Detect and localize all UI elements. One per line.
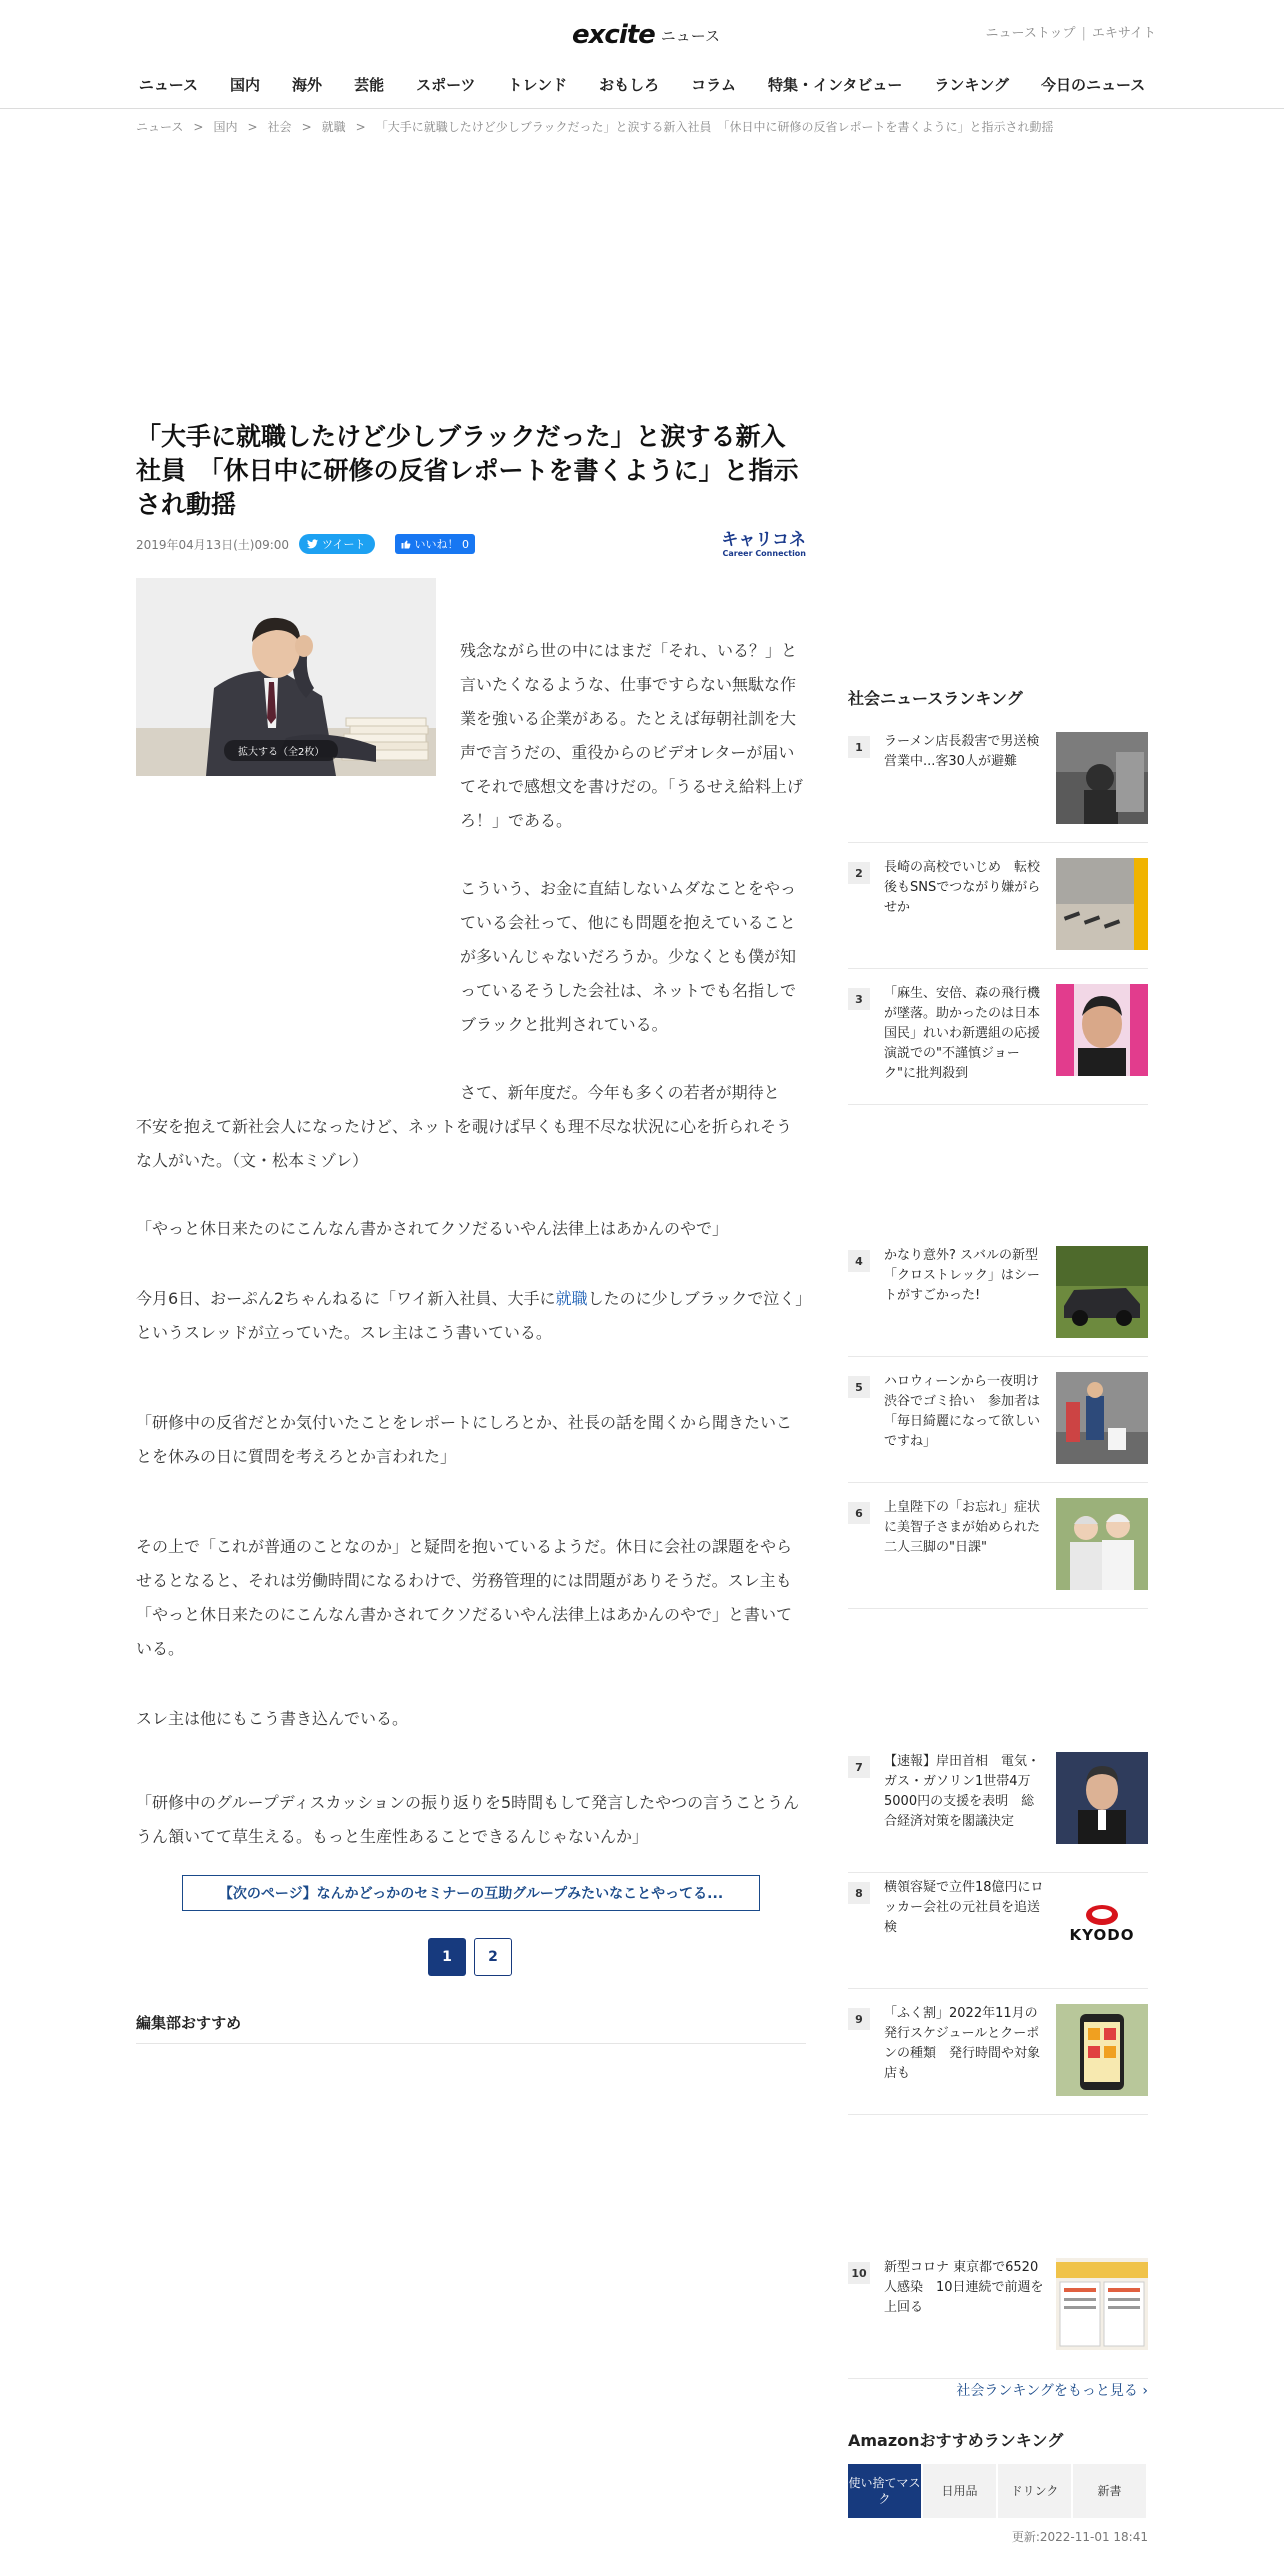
breadcrumb: ニュース > 国内 > 社会 > 就職 > 「大手に就職したけど少しブラックだった」と涙する新入社員 「休日中に研修の反省レポートを書くように」と指示され動揺	[136, 120, 1054, 134]
nav-feature[interactable]: 特集・インタビュー	[768, 76, 903, 94]
rank-number: 2	[848, 862, 870, 884]
rank-headline: 新型コロナ 東京都で6520人感染 10日連続で前週を上回る	[884, 2260, 1044, 2315]
photo-expand-caption[interactable]: 拡大する（全2枚）	[224, 740, 338, 761]
amazon-ranking-title: Amazonおすすめランキング	[848, 2431, 1064, 2450]
rank-headline: 「ふく割」2022年11月の発行スケジュールとクーポンの種類 発行時間や対象店も	[884, 2006, 1041, 2081]
article-date: 2019年04月13日(土)09:00	[136, 537, 290, 552]
logo-sub-label: ニュース	[660, 27, 721, 45]
kyodo-logo-text: KYODO	[1069, 1926, 1135, 1944]
tweet-button[interactable]	[299, 534, 375, 554]
rank-number: 4	[848, 1250, 870, 1272]
amazon-updated-time: 更新:2022-11-01 18:41	[1011, 2530, 1148, 2544]
ranking-thumbnail-1	[1056, 732, 1148, 824]
ranking-item-10[interactable]	[848, 2258, 1148, 2379]
source-sub: Career Connection	[722, 549, 806, 558]
excite-logo-text: excite	[572, 20, 655, 50]
ranking-item-8[interactable]	[848, 1878, 1148, 1989]
nav-today[interactable]: 今日のニュース	[1040, 76, 1146, 94]
nav-trend[interactable]: トレンド	[507, 76, 568, 94]
breadcrumb-news[interactable]: ニュース	[136, 120, 184, 134]
paragraph-7: その上で「これが普通のことなのか」と疑問を抱いているようだ。休日に会社の課題をやらせるとなると、それは労働時間になるわけで、労務管理的には問題がありそうだ。スレ主も「やっと休日来たのにこんなん書かされてクソだるいやん法律上はあかんのやで」と書いている。	[136, 1537, 793, 1658]
chevron-right-icon: ›	[1142, 2383, 1148, 2399]
rank-number: 9	[848, 2008, 870, 2030]
paragraph-5: 今月6日、おーぷん2ちゃんねるに「ワイ新入社員、大手に就職したのに少しブラックで泣く」というスレッドが立っていた。スレ主はこう書いている。	[136, 1289, 804, 1342]
excite-news-logo[interactable]	[572, 14, 720, 50]
rank-headline: 長崎の高校でいじめ 転校後もSNSでつながり嫌がらせか	[884, 860, 1041, 915]
page-2-button[interactable]: 2	[474, 1938, 512, 1976]
ranking-thumbnail-3	[1056, 984, 1148, 1076]
ranking-thumbnail-2	[1056, 858, 1148, 950]
nav-news[interactable]: ニュース	[138, 76, 199, 94]
rank-headline: ラーメン店長殺害で男送検 営業中...客30人が避難	[884, 734, 1053, 769]
rank-number: 10	[848, 2262, 870, 2284]
ranking-item-4[interactable]	[848, 1246, 1148, 1357]
rank-headline: 横領容疑で立件18億円にロッカー会社の元社員を追送検	[884, 1880, 1044, 1935]
twitter-bird-icon	[307, 539, 318, 549]
rank-headline: 「麻生、安倍、森の飛行機が墜落。助かったのは日本国民」れいわ新選組の応援演説での"不謹慎ジョーク"に批判殺到	[884, 986, 1041, 1081]
tab-daily-goods[interactable]: 日用品	[923, 2464, 996, 2518]
breadcrumb-society[interactable]: 社会	[267, 120, 292, 134]
pagination	[428, 1938, 512, 1976]
article-meta	[136, 532, 806, 556]
ranking-thumbnail-10	[1056, 2258, 1148, 2350]
amazon-category-tabs	[848, 2464, 1148, 2518]
page-1-button[interactable]: 1	[428, 1938, 466, 1976]
next-page-link[interactable]: 【次のページ】なんかどっかのセミナーの互助グループみたいなことやってる...	[182, 1875, 760, 1911]
ranking-item-3[interactable]	[848, 984, 1148, 1105]
like-label: いいね！ 0	[414, 538, 469, 551]
facebook-like-button[interactable]	[395, 534, 475, 554]
nav-ranking[interactable]: ランキング	[934, 76, 1009, 94]
paragraph-3-lead: さて、新年度だ。今年も多くの若者が期待と	[460, 1083, 780, 1102]
article-title: 「大手に就職したけど少しブラックだった」と涙する新入社員 「休日中に研修の反省レポートを書くように」と指示され動揺	[136, 422, 799, 519]
rank-number: 3	[848, 988, 870, 1010]
nav-entertainment[interactable]: 芸能	[354, 76, 385, 94]
careerconnection-logo[interactable]	[710, 530, 806, 558]
ranking-thumbnail-8	[1056, 1878, 1148, 1970]
paragraph-9-quote: 「研修中のグループディスカッションの振り返りを5時間もして発言したやつの言うことうんうん頷いてて草生える。もっと生産性あることできるんじゃないんか」	[136, 1793, 800, 1846]
thumbs-up-icon	[401, 539, 411, 549]
ranking-item-9[interactable]	[848, 2004, 1148, 2115]
news-top-link[interactable]: ニューストップ	[985, 26, 1076, 41]
kyodo-logo-icon	[1084, 1904, 1120, 1926]
tab-new-books[interactable]: 新書	[1073, 2464, 1146, 2518]
more-ranking-link[interactable]: 社会ランキングをもっと見る ›	[956, 2383, 1148, 2399]
tab-disposable-mask[interactable]: 使い捨てマスク	[848, 2464, 921, 2518]
ranking-thumbnail-7	[1056, 1752, 1148, 1844]
nav-funny[interactable]: おもしろ	[599, 76, 660, 94]
ranking-item-5[interactable]	[848, 1372, 1148, 1483]
nav-sports[interactable]: スポーツ	[416, 76, 476, 94]
paragraph-4-quote: 「やっと休日来たのにこんなん書かされてクソだるいやん法律上はあかんのやで」	[136, 1219, 729, 1238]
nav-domestic[interactable]: 国内	[230, 76, 261, 94]
article	[136, 420, 806, 2032]
paragraph-8: スレ主は他にもこう書き込んでいる。	[136, 1709, 409, 1728]
utility-links: ニューストップ | エキサイト	[985, 26, 1156, 41]
rank-number: 1	[848, 736, 870, 758]
ranking-title: 社会ニュースランキング	[848, 689, 1023, 708]
ranking-thumbnail-9	[1056, 2004, 1148, 2096]
article-photo[interactable]	[136, 578, 436, 776]
breadcrumb-domestic[interactable]: 国内	[213, 120, 238, 134]
ranking-item-7[interactable]	[848, 1752, 1148, 1873]
paragraph-6-quote: 「研修中の反省だとか気付いたことをレポートにしろとか、社長の話を聞くから聞きたいことを休みの日に質問を考えろとか言われた」	[136, 1413, 793, 1466]
keyword-link-shushoku[interactable]: 就職	[555, 1289, 588, 1308]
excite-link[interactable]: エキサイト	[1091, 26, 1156, 41]
site-header	[0, 0, 1284, 109]
paragraph-3: 不安を抱えて新社会人になったけど、ネットを覗けば早くも理不尽な状況に心を折られそうな人がいた。（文・松本ミゾレ）	[136, 1117, 793, 1170]
breadcrumb-employment[interactable]: 就職	[321, 120, 346, 134]
rank-number: 8	[848, 1882, 870, 1904]
paragraph-1: 残念ながら世の中にはまだ「それ、いる？」と言いたくなるような、仕事ですらない無駄な作業を強いる企業がある。たとえば毎朝社訓を大声で言うだの、重役からのビデオレターが届いてそれで感想文を書けだの。「うるせえ給料上げろ！」である。	[460, 641, 803, 830]
ranking-thumbnail-4	[1056, 1246, 1148, 1338]
rank-headline: 上皇陛下の「お忘れ」症状に美智子さまが始められた二人三脚の"日課"	[884, 1500, 1041, 1555]
ranking-thumbnail-5	[1056, 1372, 1148, 1464]
ranking-thumbnail-6	[1056, 1498, 1148, 1590]
source-name: キャリコネ	[721, 530, 806, 550]
rank-number: 5	[848, 1376, 870, 1398]
sidebar	[848, 686, 1148, 2544]
paragraph-2: こういう、お金に直結しないムダなことをやっている会社って、他にも問題を抱えていることが多いんじゃないだろうか。少なくとも僕が知っているそうした会社は、ネットでも名指しでブラックと批判されている。	[460, 879, 797, 1034]
ranking-item-2[interactable]	[848, 858, 1148, 969]
ranking-item-6[interactable]	[848, 1498, 1148, 1609]
rank-headline: ハロウィーンから一夜明け渋谷でゴミ拾い 参加者は「毎日綺麗になって欲しいですね」	[884, 1374, 1041, 1449]
rank-headline: 【速報】岸田首相 電気・ガス・ガソリン1世帯4万5000円の支援を表明 総合経済対策を閣議決定	[884, 1754, 1041, 1829]
tweet-label: ツイート	[322, 538, 366, 551]
tab-drinks[interactable]: ドリンク	[998, 2464, 1071, 2518]
rank-number: 7	[848, 1756, 870, 1778]
rank-number: 6	[848, 1502, 870, 1524]
main-nav	[0, 70, 1284, 99]
editor-recommend-heading: 編集部おすすめ	[136, 2012, 806, 2044]
rank-headline: かなり意外? スバルの新型「クロストレック」はシートがすごかった!	[884, 1248, 1040, 1303]
nav-overseas[interactable]: 海外	[292, 76, 323, 94]
ranking-item-1[interactable]	[848, 732, 1148, 843]
nav-column[interactable]: コラム	[691, 76, 736, 94]
breadcrumb-current: 「大手に就職したけど少しブラックだった」と涙する新入社員 「休日中に研修の反省レポートを書くように」と指示され動揺	[375, 120, 1054, 134]
